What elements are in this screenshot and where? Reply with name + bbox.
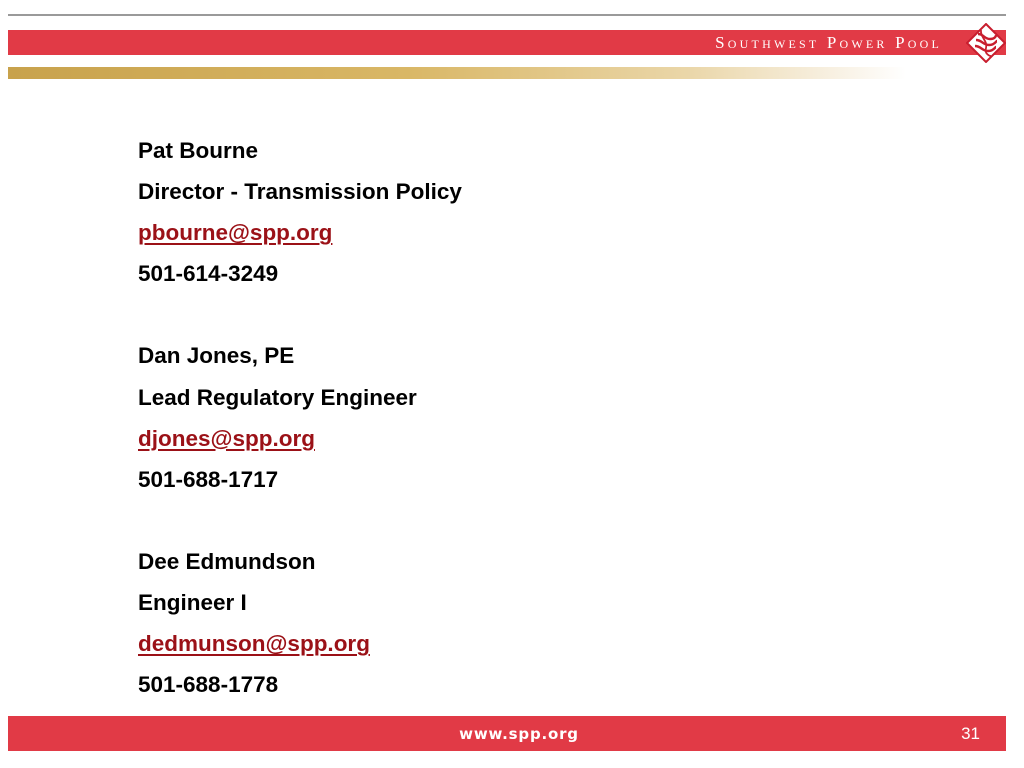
brand-name: Southwest Power Pool (715, 33, 942, 52)
contact-phone: 501-688-1717 (138, 466, 279, 492)
contact-card (138, 335, 898, 499)
page-number: 31 (961, 724, 980, 743)
contact-email-link[interactable]: dedmunson@spp.org (138, 631, 370, 657)
spacer (138, 500, 898, 541)
contact-name: Pat Bourne (138, 138, 259, 163)
contact-phone: 501-688-1778 (138, 672, 279, 698)
contact-phone: 501-614-3249 (138, 261, 279, 287)
spacer (138, 294, 898, 335)
footer-website-link[interactable]: www.spp.org (459, 725, 579, 743)
header-band (8, 30, 1006, 55)
contact-email-link[interactable]: djones@spp.org (138, 425, 315, 451)
spp-logo-icon (966, 23, 1006, 63)
contact-title: Director - Transmission Policy (138, 179, 462, 205)
footer-band (8, 716, 1006, 751)
contact-name: Dan Jones, PE (138, 343, 295, 369)
contact-card (138, 541, 898, 705)
top-divider (8, 14, 1006, 16)
gold-accent-band (8, 67, 1006, 79)
contact-card (138, 130, 898, 294)
contact-title: Lead Regulatory Engineer (138, 384, 417, 410)
contact-title: Engineer I (138, 590, 247, 616)
contact-list (138, 130, 898, 705)
contact-name: Dee Edmundson (138, 548, 316, 574)
contact-email-link[interactable]: pbourne@spp.org (138, 220, 333, 246)
